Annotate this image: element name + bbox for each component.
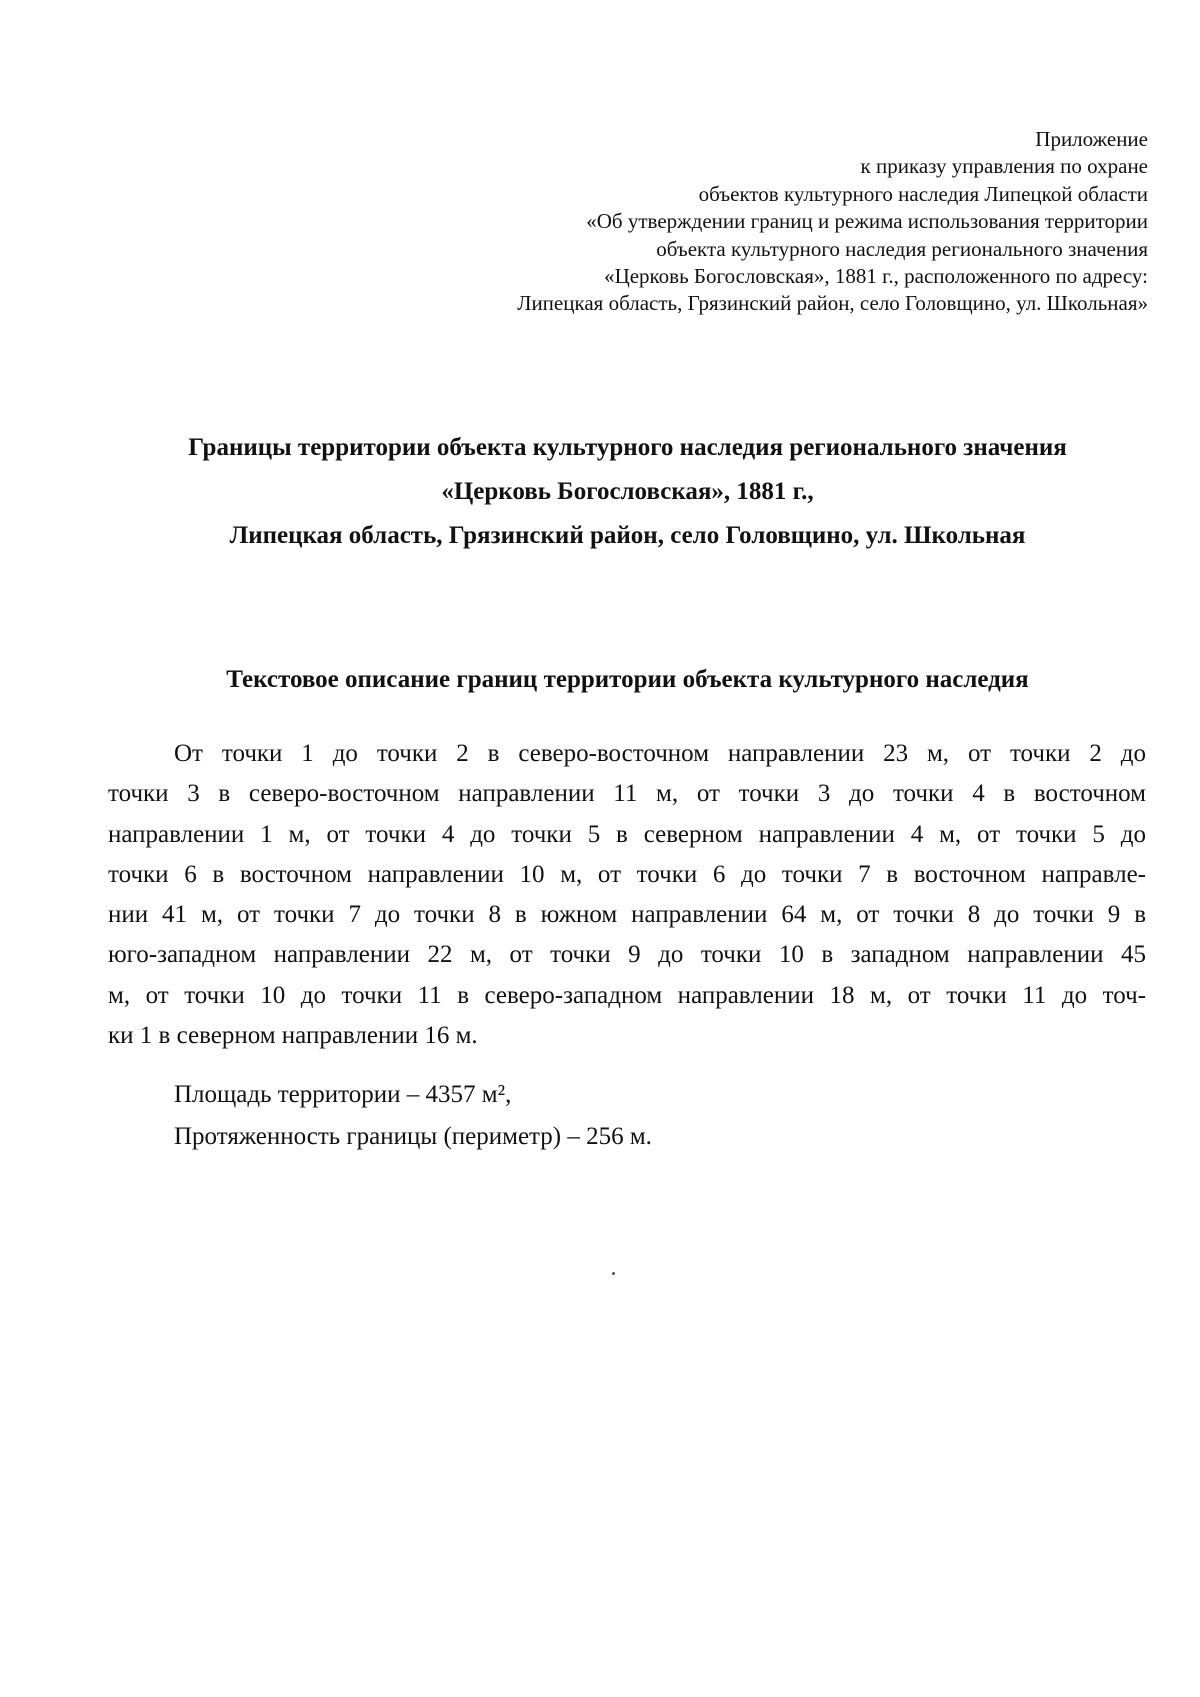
appendix-line: «Об утверждении границ и режима использования территории <box>586 209 1148 234</box>
appendix-line: «Церковь Богословская», 1881 г., расположенного по адресу: <box>604 264 1148 289</box>
area-value: Площадь территории – 4357 м², <box>174 1081 512 1108</box>
description-line: точки 3 в северо-восточном направлении 11 м, от точки 3 до точки 4 в восточном <box>108 780 1146 808</box>
appendix-header <box>388 126 1148 318</box>
description-line: нии 41 м, от точки 7 до точки 8 в южном направлении 64 м, от точки 8 до точки 9 в <box>108 901 1146 929</box>
appendix-line: Липецкая область, Грязинский район, село Головщино, ул. Школьная» <box>517 291 1148 316</box>
document-title <box>60 426 1195 558</box>
description-line: юго-западном направлении 22 м, от точки 9 до точки 10 в западном направлении 45 <box>108 941 1146 969</box>
description-heading: Текстовое описание границ территории объекта культурного наследия <box>226 666 1029 693</box>
scan-speck <box>612 1272 615 1275</box>
title-line: «Церковь Богословская», 1881 г., <box>441 478 814 505</box>
territory-stats <box>174 1074 652 1158</box>
description-line: направлении 1 м, от точки 4 до точки 5 в северном направлении 4 м, от точки 5 до <box>108 820 1146 848</box>
description-line: От точки 1 до точки 2 в северо-восточном направлении 23 м, от точки 2 до <box>174 740 1146 767</box>
perimeter-value: Протяженность границы (периметр) – 256 м. <box>174 1123 652 1150</box>
appendix-line: Приложение <box>1035 127 1148 151</box>
boundary-description <box>108 734 1146 1056</box>
description-line: точки 6 в восточном направлении 10 м, от точки 6 до точки 7 в восточном направле- <box>108 860 1146 888</box>
appendix-line: к приказу управления по охране <box>860 154 1148 179</box>
description-line: ки 1 в северном направлении 16 м. <box>108 1022 478 1050</box>
description-line: м, от точки 10 до точки 11 в северо-западном направлении 18 м, от точки 11 до точ- <box>108 981 1146 1009</box>
appendix-line: объекта культурного наследия регионального значения <box>656 236 1148 261</box>
appendix-line: объектов культурного наследия Липецкой области <box>698 181 1148 206</box>
title-line: Липецкая область, Грязинский район, село Головщино, ул. Школьная <box>229 522 1026 549</box>
title-line: Границы территории объекта культурного наследия регионального значения <box>188 434 1067 461</box>
